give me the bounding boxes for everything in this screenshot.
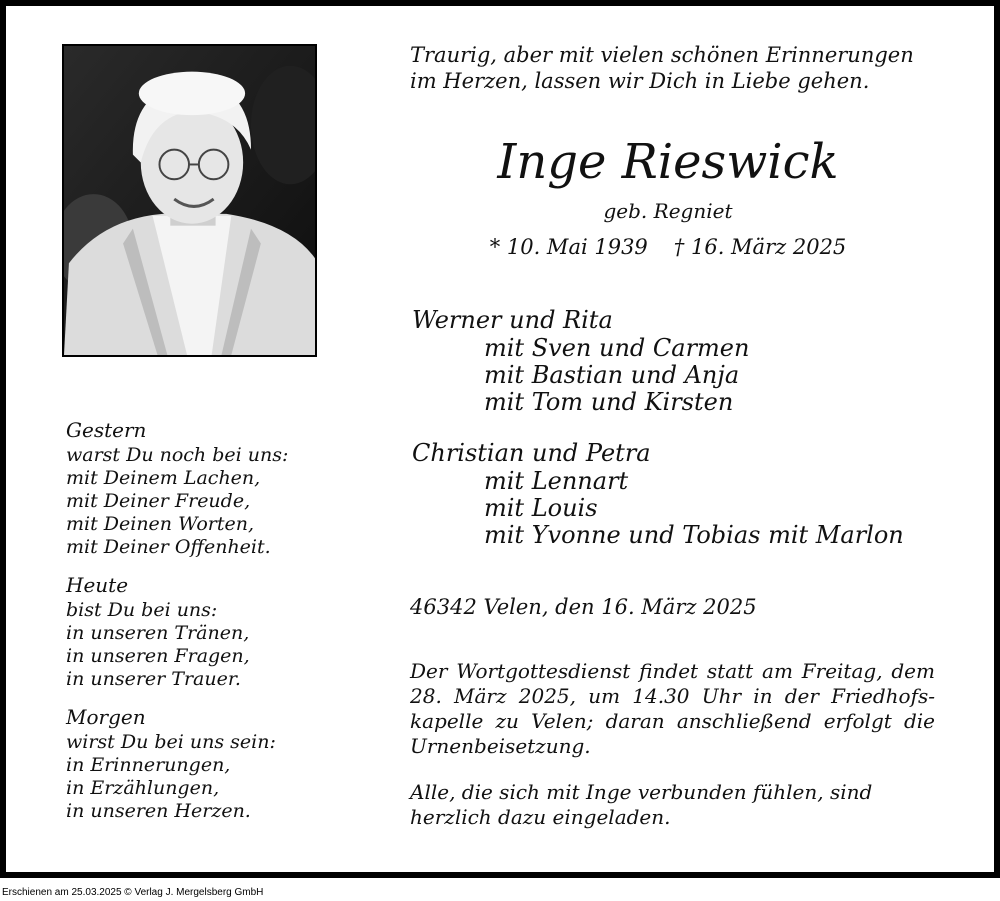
family-group-werner [412, 305, 972, 416]
family-children: mit Sven und Carmen [484, 334, 750, 362]
poem-line: mit Deinen Worten, [66, 513, 254, 535]
intro-text [410, 42, 940, 94]
family-parents: Werner und Rita [412, 306, 613, 334]
poem-line: in unserer Trauer. [66, 668, 241, 690]
poem-line: wirst Du bei uns sein: [66, 731, 276, 753]
family-children: mit Bastian und Anja [484, 361, 740, 389]
portrait-photo [62, 44, 317, 357]
family-group-christian [412, 438, 972, 549]
invitation-text: Alle, die sich mit Inge verbunden fühlen, sind herzlich dazu eingeladen. [410, 780, 873, 829]
service-announcement: Der Wortgottesdienst findet statt am Freitag, dem 28. März 2025, um 14.30 Uhr in der Friedhofskapelle zu Velen; daran anschließend erfolgt die Urnenbeisetzung. [410, 659, 935, 758]
poem-stanza-heute [66, 571, 366, 691]
poem-stanza-heading: Morgen [66, 705, 146, 729]
intro-line: Traurig, aber mit vielen schönen Erinnerungen [410, 43, 914, 67]
deceased-name: Inge Rieswick [497, 134, 839, 190]
poem-line: in unseren Tränen, [66, 622, 250, 644]
death-date: † 16. März 2025 [673, 235, 847, 259]
poem-line: mit Deinem Lachen, [66, 467, 261, 489]
intro-line: im Herzen, lassen wir Dich in Liebe gehen. [410, 69, 870, 93]
poem-line: in Erzählungen, [66, 777, 220, 799]
poem-line: bist Du bei uns: [66, 599, 218, 621]
poem-line: in unseren Herzen. [66, 800, 251, 822]
poem-stanza-morgen [66, 703, 366, 823]
poem-stanza-heading: Gestern [66, 418, 147, 442]
family-children: mit Yvonne und Tobias mit Marlon [484, 521, 904, 549]
family-children: mit Lennart [484, 467, 629, 495]
portrait-photo-icon [64, 46, 315, 355]
birth-name: geb. Regniet [603, 199, 733, 223]
publication-footer: Erschienen am 25.03.2025 © Verlag J. Mergelsberg GmbH [2, 887, 264, 898]
poem [66, 416, 366, 835]
birth-date: * 10. Mai 1939 [489, 235, 648, 259]
poem-stanza-heading: Heute [66, 573, 129, 597]
poem-line: mit Deiner Offenheit. [66, 536, 271, 558]
poem-line: in Erinnerungen, [66, 754, 231, 776]
family-parents: Christian und Petra [412, 439, 651, 467]
poem-line: warst Du noch bei uns: [66, 444, 289, 466]
family-children: mit Tom und Kirsten [484, 388, 734, 416]
poem-stanza-gestern [66, 416, 366, 559]
family-children: mit Louis [484, 494, 598, 522]
life-dates [410, 234, 926, 260]
poem-line: in unseren Fragen, [66, 645, 250, 667]
place-and-date: 46342 Velen, den 16. März 2025 [410, 595, 757, 619]
poem-line: mit Deiner Freude, [66, 490, 251, 512]
